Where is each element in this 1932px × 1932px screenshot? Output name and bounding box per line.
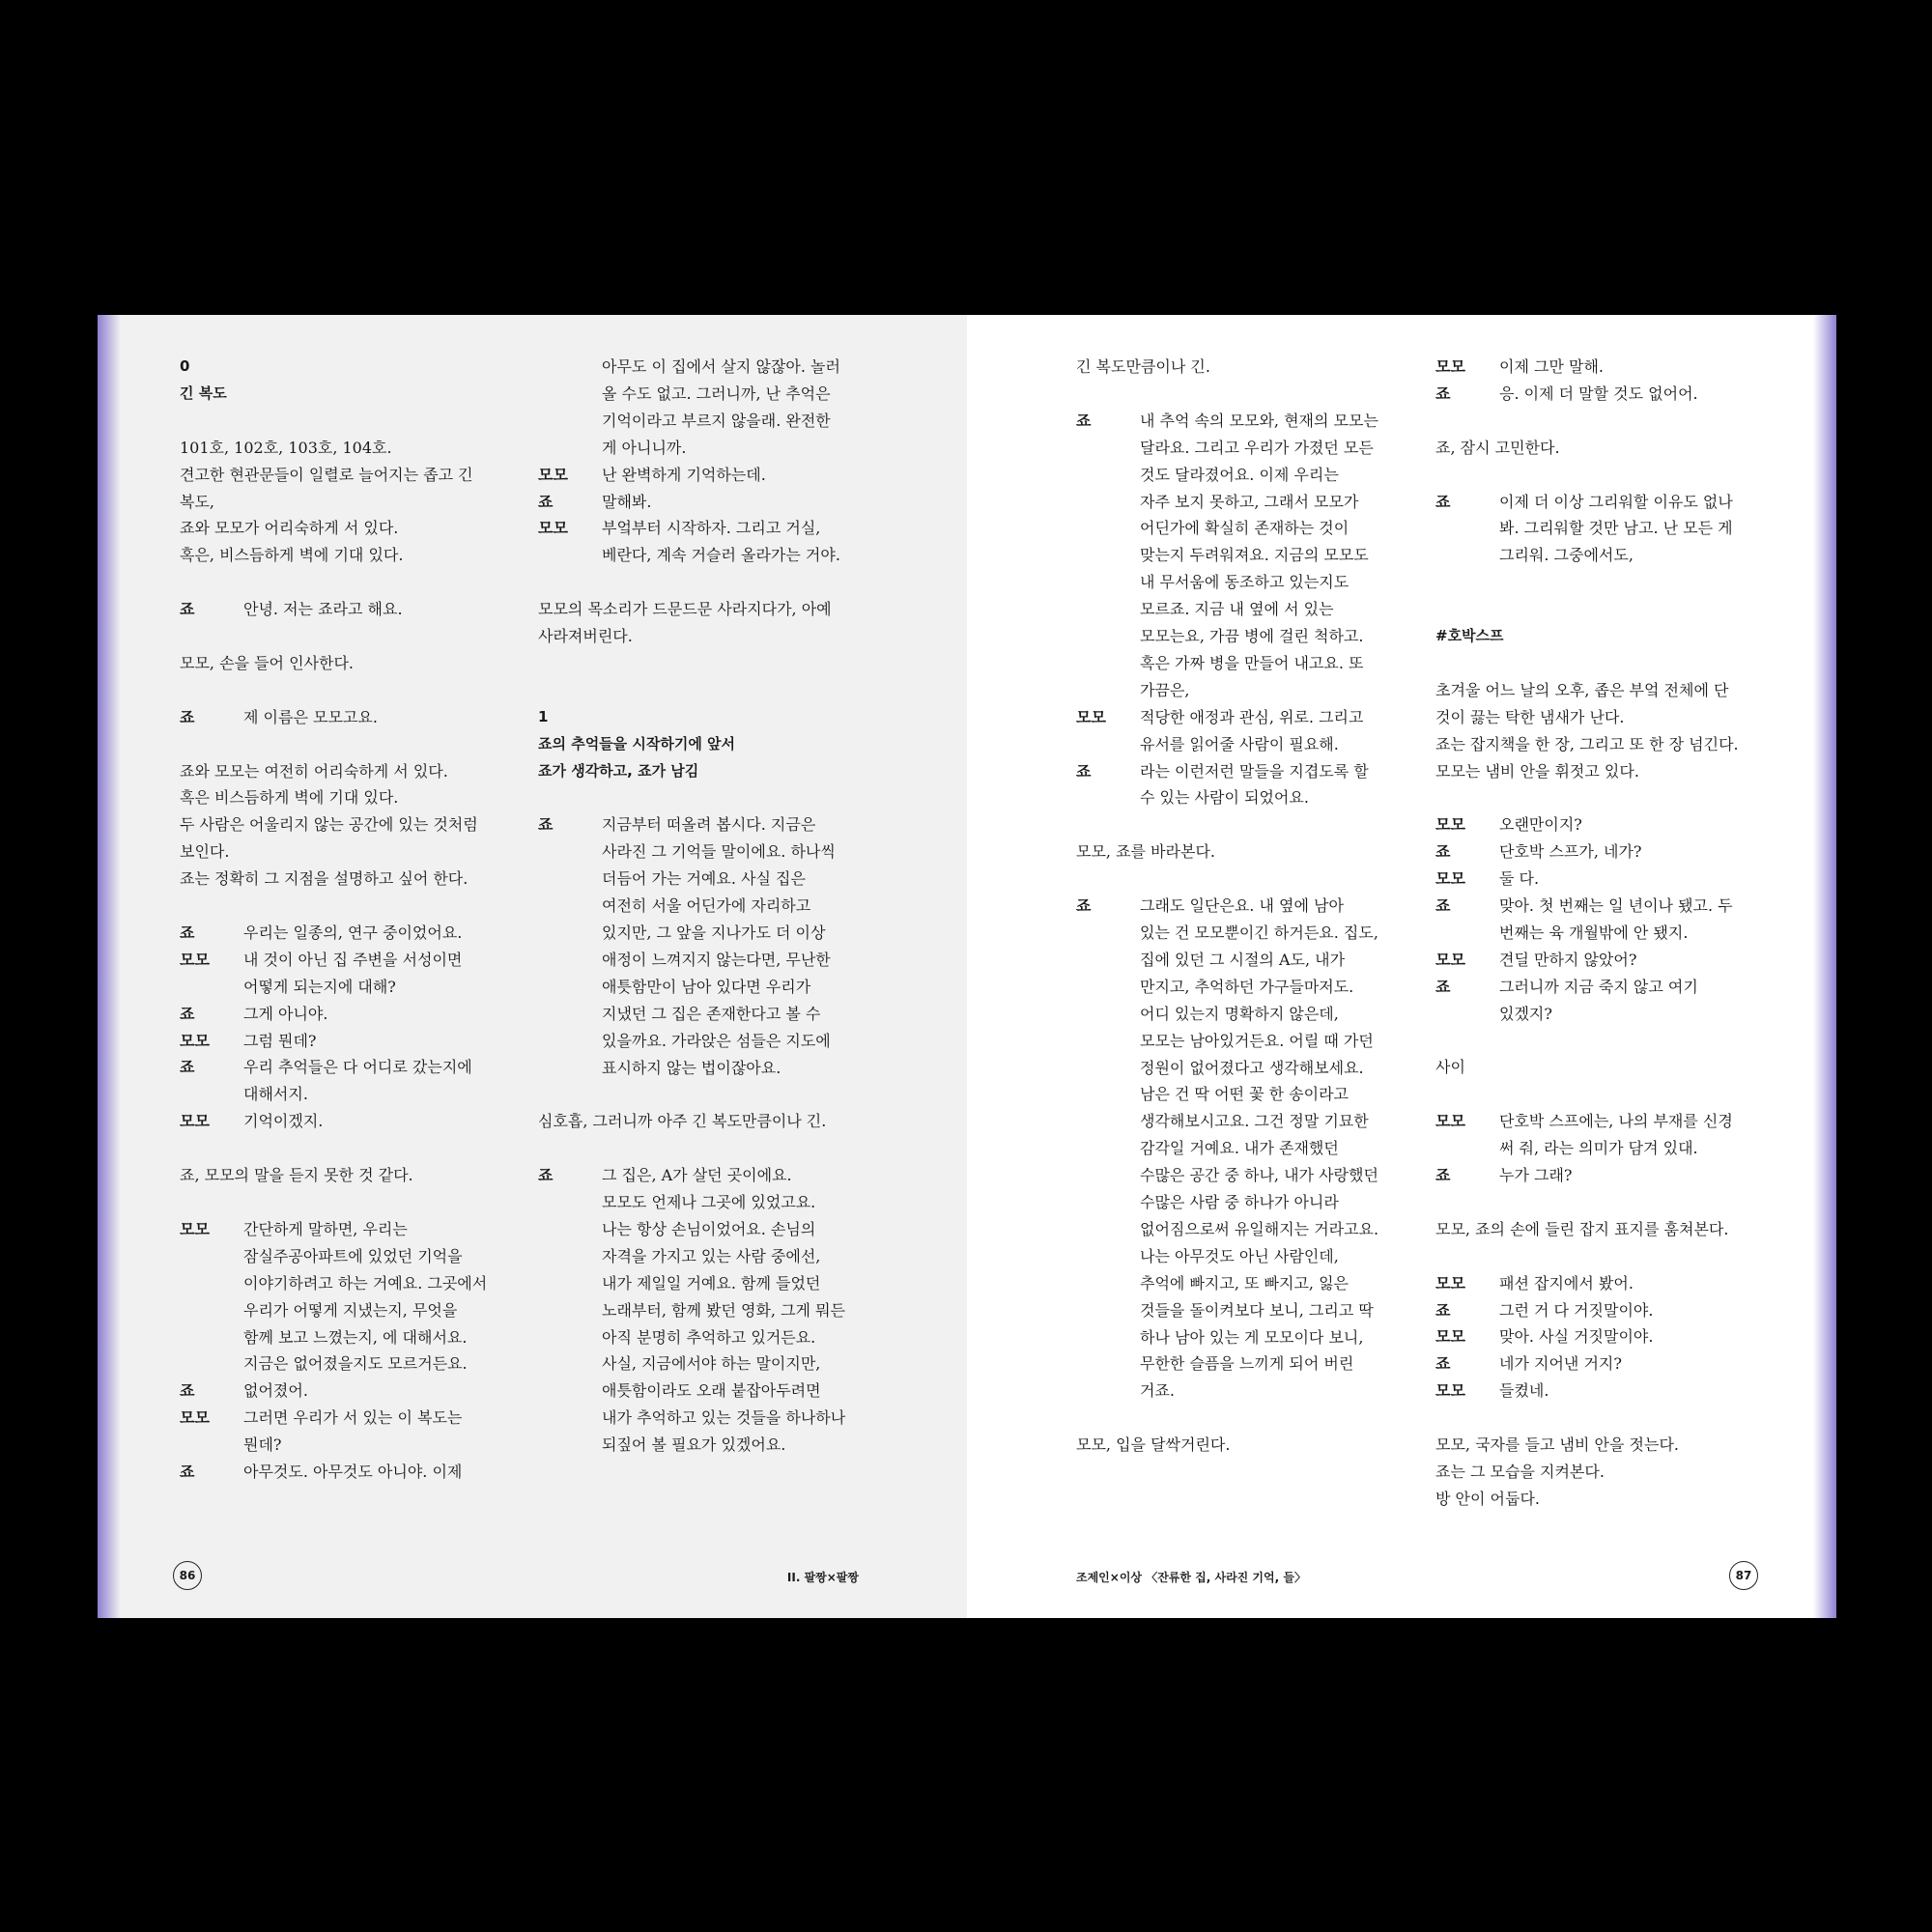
speaker-name: 죠 — [1076, 761, 1092, 781]
stage-direction: 모모, 죠의 손에 들린 잡지 표지를 훔쳐본다. — [1435, 1219, 1729, 1238]
blank-line — [1435, 1405, 1759, 1432]
dialogue-text: 맞아. 사실 거짓말이야. — [1499, 1327, 1654, 1347]
speaker-name: 모모 — [1435, 357, 1465, 376]
dialogue-text: 둘 다. — [1499, 869, 1540, 889]
right-column-2 — [1435, 354, 1759, 1513]
speaker-name: 죠 — [180, 923, 195, 942]
dialogue-text: 패션 잡지에서 봤어. — [1499, 1273, 1634, 1293]
stage-direction: 사이 — [1435, 1058, 1465, 1077]
dialogue-text: 아무도 이 집에서 살지 않잖아. 놀러 올 수도 없고. 그러니까, 난 추억은 기억이라고 부르지 않을래. 완전한 게 아니니까. — [602, 357, 840, 457]
speaker-name: 모모 — [1435, 1273, 1465, 1293]
speaker-name: 모모 — [180, 1031, 210, 1050]
speaker-name: 죠 — [1435, 492, 1451, 511]
dialogue-text: 적당한 애정과 관심, 위로. 그리고 유서를 읽어줄 사람이 필요해. — [1140, 707, 1364, 753]
dialogue-line — [1435, 354, 1759, 381]
dialogue-line — [1076, 408, 1400, 704]
stage-direction: 101호, 102호, 103호, 104호. 견고한 현관문들이 일렬로 늘어지는 좁고 긴 복도, 죠와 모모가 어리숙하게 서 있다. 혹은, 비스듬하게 벽에 기대 있다. — [180, 438, 473, 565]
right-column-1 — [1076, 354, 1400, 1459]
speaker-name: 모모 — [1435, 1327, 1465, 1347]
dialogue-text: 들켰네. — [1499, 1381, 1549, 1401]
speaker-name: 모모 — [1435, 869, 1465, 889]
dialogue-line — [180, 704, 503, 731]
dialogue-line — [180, 1001, 503, 1028]
blank-line — [1435, 1081, 1759, 1108]
speaker-name: 죠 — [538, 815, 554, 835]
dialogue-text: 오랜만이지? — [1499, 815, 1582, 835]
dialogue-text: 단호박 스프가, 네가? — [1499, 842, 1642, 862]
blank-line — [1435, 596, 1759, 623]
dialogue-line — [1076, 704, 1400, 758]
dialogue-text: 말해봐. — [602, 492, 652, 511]
dialogue-text: 그게 아니야. — [243, 1004, 328, 1023]
dialogue-line — [1435, 1350, 1759, 1378]
left-column-2 — [538, 354, 862, 1459]
scene-heading: 0 긴 복도 — [180, 357, 227, 402]
dialogue-text: 네가 지어낸 거지? — [1499, 1354, 1622, 1374]
dialogue-line — [538, 489, 862, 516]
dialogue-text: 기억이겠지. — [243, 1112, 324, 1131]
speaker-name: 모모 — [180, 1219, 210, 1238]
speaker-name: 모모 — [1435, 1112, 1465, 1131]
dialogue-line — [180, 1108, 503, 1135]
speaker-name: 모모 — [180, 1112, 210, 1131]
dialogue-text: 맞아. 첫 번째는 일 년이나 됐고. 두 번째는 육 개월밖에 안 됐지. — [1499, 896, 1733, 942]
dialogue-text: 안녕. 저는 죠라고 해요. — [243, 600, 403, 619]
dialogue-line — [1435, 974, 1759, 1028]
blank-line — [538, 784, 862, 811]
dialogue-line — [1435, 1270, 1759, 1297]
dialogue-text: 응. 이제 더 말할 것도 없어어. — [1499, 384, 1698, 403]
dialogue-text: 그래도 일단은요. 내 옆에 남아 있는 건 모모뿐이긴 하거든요. 집도, 집에 있던 그 시절의 A도, 내가 만지고, 추억하던 가구들마저도. 어디 있는지 명확하지 않은데, 모모는 남아있거든요. 어릴 때 가던 정원이 없어졌다고 생각해보세요. 남은 건 딱 어떤 꽃 한 송이라고 생각해보시고요. 그건 정말 기묘한 감각일 거예요. 내가 존재했던 수많은 공간 중 하나, 내가 사랑했던 수많은 사람 중 하나가 아니라 없어짐으로써 유일해지는 거라고요. 나는 아무것도 아닌 사람인데, 추억에 빠지고, 또 빠지고, 잃은 것들을 돌이켜보다 보니, 그리고 딱 하나 남아 있는 게 모모이다 보니, 무한한 슬픔을 느끼게 되어 버린 거죠. — [1140, 896, 1379, 1401]
blank-line — [1435, 569, 1759, 596]
stage-direction: 모모의 목소리가 드문드문 사라지다가, 아예 사라져버린다. — [538, 600, 832, 646]
dialogue-text: 아무것도. 아무것도 아니야. 이제 — [243, 1463, 463, 1482]
stage-direction: 모모, 손을 들어 인사한다. — [180, 653, 354, 672]
blank-line — [180, 408, 503, 435]
stage-direction: 심호흡, 그러니까 아주 긴 복도만큼이나 긴. — [538, 1112, 827, 1131]
blank-line — [538, 650, 862, 677]
dialogue-line — [180, 1216, 503, 1378]
dialogue-text: 이제 그만 말해. — [1499, 357, 1604, 376]
speaker-name: 죠 — [1435, 896, 1451, 916]
dialogue-text: 난 완벽하게 기억하는데. — [602, 465, 766, 484]
dialogue-line — [1435, 381, 1759, 408]
dialogue-line — [538, 354, 862, 462]
running-head-left: II. 팔짱×팔짱 — [786, 1571, 859, 1584]
speaker-name: 모모 — [180, 1408, 210, 1428]
speaker-name: 죠 — [180, 600, 195, 619]
blank-line — [180, 1189, 503, 1216]
speaker-name: 죠 — [1076, 896, 1092, 916]
speaker-name: 죠 — [180, 1381, 195, 1401]
stage-direction: 죠, 모모의 말을 듣지 못한 것 같다. — [180, 1166, 413, 1185]
stage-direction: 죠, 잠시 고민한다. — [1435, 438, 1560, 457]
blank-line — [180, 1135, 503, 1162]
dialogue-text: 우리 추억들은 다 어디로 갔는지에 대해서지. — [243, 1058, 472, 1104]
dialogue-text: 제 이름은 모모고요. — [243, 707, 378, 726]
dialogue-text: 견딜 만하지 않았어? — [1499, 950, 1637, 969]
dialogue-line — [1435, 1162, 1759, 1189]
dialogue-text: 그러니까 지금 죽지 않고 여기 있겠지? — [1499, 977, 1698, 1023]
speaker-name: 모모 — [180, 950, 210, 969]
dialogue-line — [180, 920, 503, 947]
blank-line — [1435, 1189, 1759, 1216]
dialogue-line — [1435, 1108, 1759, 1162]
right-page — [967, 315, 1836, 1618]
dialogue-text: 내 것이 아닌 집 주변을 서성이면 어떻게 되는지에 대해? — [243, 950, 463, 996]
stage-direction: 긴 복도만큼이나 긴. — [1076, 357, 1210, 376]
dialogue-text: 라는 이런저런 말들을 지겹도록 할 수 있는 사람이 되었어요. — [1140, 761, 1369, 808]
dialogue-text: 없어졌어. — [243, 1381, 308, 1401]
scene-heading: #호박스프 — [1435, 627, 1504, 644]
dialogue-text: 그러면 우리가 서 있는 이 복도는 뭔데? — [243, 1408, 463, 1455]
dialogue-line — [1435, 811, 1759, 838]
dialogue-text: 내 추억 속의 모모와, 현재의 모모는 달라요. 그리고 우리가 가졌던 모든 것도 달라졌어요. 이제 우리는 자주 보지 못하고, 그래서 모모가 어딘가에 확실히 존재하는 것이 맞는지 두려워져요. 지금의 모모도 내 무서움에 동조하고 있는지도 모르죠. 지금 내 옆에 서 있는 모모는요, 가끔 병에 걸린 척하고. 혹은 가짜 병을 만들어 내고요. 또 가끔은, — [1140, 411, 1378, 699]
speaker-name: 모모 — [1435, 815, 1465, 835]
dialogue-line — [180, 947, 503, 1001]
blank-line — [1435, 408, 1759, 435]
page-number-right: 87 — [1729, 1561, 1758, 1590]
dialogue-text: 이제 더 이상 그리워할 이유도 없나 봐. 그리워할 것만 남고. 난 모든 게 그리워. 그중에서도, — [1499, 492, 1733, 565]
dialogue-line — [1076, 893, 1400, 1405]
blank-line — [1076, 866, 1400, 893]
dialogue-text: 단호박 스프에는, 나의 부재를 신경 써 줘, 라는 의미가 담겨 있대. — [1499, 1112, 1733, 1158]
blank-line — [1076, 1405, 1400, 1432]
blank-line — [180, 623, 503, 650]
left-column-1 — [180, 354, 503, 1486]
speaker-name: 죠 — [180, 1058, 195, 1077]
blank-line — [538, 1135, 862, 1162]
blank-line — [180, 569, 503, 596]
dialogue-line — [180, 1405, 503, 1459]
speaker-name: 죠 — [538, 492, 554, 511]
dialogue-line — [1435, 893, 1759, 947]
dialogue-text: 그런 거 다 거짓말이야. — [1499, 1300, 1654, 1320]
scene-heading: 1 죠의 추억들을 시작하기에 앞서 죠가 생각하고, 죠가 남김 — [538, 707, 736, 780]
speaker-name: 죠 — [180, 1463, 195, 1482]
dialogue-line — [1435, 947, 1759, 974]
dialogue-line — [1435, 1378, 1759, 1405]
speaker-name — [538, 354, 602, 462]
dialogue-text: 우리는 일종의, 연구 중이었어요. — [243, 923, 463, 942]
speaker-name: 모모 — [1435, 950, 1465, 969]
stage-direction: 모모, 국자를 들고 냄비 안을 젓는다. 죠는 그 모습을 지켜본다. 방 안이 어둡다. — [1435, 1435, 1679, 1508]
speaker-name: 모모 — [538, 465, 568, 484]
dialogue-line — [180, 1028, 503, 1055]
dialogue-line — [538, 515, 862, 569]
page-number-left: 86 — [173, 1561, 202, 1590]
left-page — [98, 315, 967, 1618]
dialogue-line — [180, 596, 503, 623]
speaker-name: 죠 — [1076, 411, 1092, 430]
blank-line — [538, 1081, 862, 1108]
speaker-name: 모모 — [538, 519, 568, 538]
blank-line — [1435, 1028, 1759, 1055]
blank-line — [1435, 650, 1759, 677]
speaker-name: 죠 — [1435, 842, 1451, 862]
dialogue-line — [180, 1054, 503, 1108]
blank-line — [1435, 1243, 1759, 1270]
speaker-name: 죠 — [180, 707, 195, 726]
dialogue-line — [1435, 866, 1759, 893]
dialogue-line — [180, 1378, 503, 1405]
stage-direction: 모모, 죠를 바라본다. — [1076, 842, 1215, 862]
running-head-right: 조제인×이상 〈잔류한 집, 사라진 기억, 들〉 — [1076, 1571, 1306, 1584]
speaker-name: 죠 — [1435, 1354, 1451, 1374]
dialogue-line — [1435, 489, 1759, 570]
blank-line — [1076, 811, 1400, 838]
stage-direction: 모모, 입을 달싹거린다. — [1076, 1435, 1231, 1455]
dialogue-line — [1435, 1297, 1759, 1324]
blank-line — [180, 677, 503, 704]
dialogue-line — [180, 1459, 503, 1486]
dialogue-line — [538, 811, 862, 1081]
dialogue-line — [1076, 758, 1400, 812]
speaker-name: 죠 — [1435, 977, 1451, 996]
dialogue-text: 그럼 뭔데? — [243, 1031, 317, 1050]
blank-line — [180, 893, 503, 920]
dialogue-text: 간단하게 말하면, 우리는 잠실주공아파트에 있었던 기억을 이야기하려고 하는 거예요. 그곳에서 우리가 어떻게 지냈는지, 무엇을 함께 보고 느꼈는지, 에 대해서요. 지금은 없어졌을지도 모르거든요. — [243, 1219, 488, 1374]
dialogue-text: 그 집은, A가 살던 곳이에요. 모모도 언제나 그곳에 있었고요. 나는 항상 손님이었어요. 손님의 자격을 가지고 있는 사람 중에선, 내가 제일일 거예요. 함께 들었던 노래부터, 함께 봤던 영화, 그게 뭐든 아직 분명히 추억하고 있거든요. 사실, 지금에서야 하는 말이지만, 애틋함이라도 오래 붙잡아두려면 내가 추억하고 있는 것들을 하나하나 되짚어 볼 필요가 있겠어요. — [602, 1166, 846, 1455]
dialogue-line — [538, 1162, 862, 1459]
blank-line — [1435, 462, 1759, 489]
speaker-name: 죠 — [1435, 1300, 1451, 1320]
speaker-name: 모모 — [1076, 707, 1106, 726]
dialogue-line — [538, 462, 862, 489]
dialogue-text: 누가 그래? — [1499, 1166, 1573, 1185]
blank-line — [538, 569, 862, 596]
blank-line — [538, 677, 862, 704]
speaker-name: 죠 — [538, 1166, 554, 1185]
stage-direction: 죠와 모모는 여전히 어리숙하게 서 있다. 혹은 비스듬하게 벽에 기대 있다. 두 사람은 어울리지 않는 공간에 있는 것처럼 보인다. 죠는 정확히 그 지점을 설명하고 싶어 한다. — [180, 761, 478, 889]
speaker-name: 죠 — [1435, 384, 1451, 403]
blank-line — [180, 731, 503, 758]
stage-direction: 초겨울 어느 날의 오후, 좁은 부엌 전체에 단 것이 끓는 탁한 냄새가 난다. 죠는 잡지책을 한 장, 그리고 또 한 장 넘긴다. 모모는 냄비 안을 휘젓고 있다. — [1435, 680, 1739, 781]
blank-line — [1076, 381, 1400, 408]
speaker-name: 죠 — [1435, 1166, 1451, 1185]
speaker-name: 죠 — [180, 1004, 195, 1023]
dialogue-text: 지금부터 떠올려 봅시다. 지금은 사라진 그 기억들 말이에요. 하나씩 더듬어 가는 거예요. 사실 집은 여전히 서울 어딘가에 자리하고 있지만, 그 앞을 지나가도 더 이상 애정이 느껴지지 않는다면, 무난한 애틋함만이 남아 있다면 우리가 지냈던 그 집은 존재한다고 볼 수 있을까요. 가라앉은 섬들은 지도에 표시하지 않는 법이잖아요. — [602, 815, 836, 1077]
dialogue-line — [1435, 838, 1759, 866]
blank-line — [1435, 784, 1759, 811]
dialogue-text: 부엌부터 시작하자. 그리고 거실, 베란다, 계속 거슬러 올라가는 거야. — [602, 519, 840, 565]
dialogue-line — [1435, 1323, 1759, 1350]
speaker-name: 모모 — [1435, 1381, 1465, 1401]
